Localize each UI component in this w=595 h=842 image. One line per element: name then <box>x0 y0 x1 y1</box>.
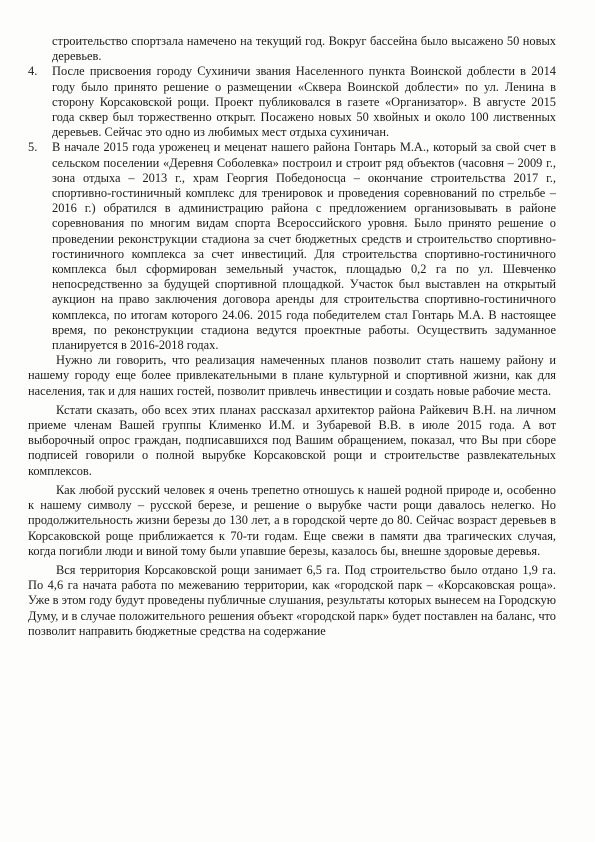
list-item-text: В начале 2015 года уроженец и меценат нашего района Гонтарь М.А., который за свой счет в сельском поселении «Деревня Соболевка» построил и строит ряд объектов (часовня – 2009 г., зона отдыха – 2013 г., храм Георгия Победоносца – окончание строительства 2017 г., спортивно-гостиничный комплекс для тренировок и проведения соревнований по стрельбе – 2016 г.) обратился в администрацию района с предложением организовывать в районе соревнования по многим видам спорта Всероссийского уровня. Было принято решение о проведении реконструкции стадиона за счет бюджетных средств и строительство спортивно-гостиничного комплекса за счет инвестиций. Для строительства спортивно-гостиничного комплекса был сформирован земельный участок, площадью 0,2 га по ул. Шевченко непосредственно за будущей спортивной площадкой. Участок был выставлен на открытый аукцион на право заключения договора аренды для строительства спортивно-гостиничного комплекса, по итогам которого 24.06. 2015 года победителем стал Гонтарь М.А. В настоящее время, по реконструкции стадиона ведутся проектные работы. Осуществить задуманное планируется в 2016-2018 годах. <box>52 140 556 353</box>
list-item-text: После присвоения городу Сухиничи звания Населенного пункта Воинской доблести в 2014 году было принято решение о размещении «Сквера Воинской доблести» по ул. Ленина в сторону Корсаковской рощи. Проект публиковался в газете «Организатор». В августе 2015 года сквер был торжественно открыт. Посажено новых 50 хвойных и около 100 лиственных деревьев. Сейчас это одно из любимых мест отдыха сухиничан. <box>52 64 556 140</box>
list-number: 5. <box>28 140 38 155</box>
list-item-4 <box>28 64 556 140</box>
paragraph: Вся территория Корсаковской рощи занимает 6,5 га. Под строительство было отдано 1,9 га. По 4,6 га начата работа по межеванию территории, как «городской парк – «Корсаковская роща». Уже в этом году будут проведены публичные слушания, результаты которых вынесем на Городскую Думу, и в случае положительного решения объект «городской парк» будет поставлен на баланс, что позволит направить бюджетные средства на содержание <box>28 562 556 638</box>
document-body <box>28 34 556 639</box>
continuation-text: строительство спортзала намечено на текущий год. Вокруг бассейна было высажено 50 новых деревьев. <box>52 34 556 64</box>
paragraph: Нужно ли говорить, что реализация намеченных планов позволит стать нашему району и нашему городу еще более привлекательными в плане культурной и спортивной жизни, как для населения, так и для наших гостей, позволит привлечь инвестиции и создать новые рабочие места. <box>28 353 556 398</box>
list-item-5 <box>28 140 556 353</box>
list-number: 4. <box>28 64 38 79</box>
paragraph: Как любой русский человек я очень трепетно отношусь к нашей родной природе и, особенно к нашему символу – русской березе, и решение о вырубке части рощи давалось нелегко. Но продолжительность жизни березы до 130 лет, а в городской черте до 80. Сейчас возраст деревьев в Корсаковской роще приближается к 70-ти годам. Еще свежи в памяти два трагических случая, когда погибли люди и виной тому были упавшие березы, казалось бы, внешне здоровые деревья. <box>28 482 556 558</box>
paragraph: Кстати сказать, обо всех этих планах рассказал архитектор района Райкевич В.Н. на личном приеме членам Вашей группы Клименко И.М. и Зубаревой В.В. в июле 2015 года. А вот выборочный опрос граждан, подписавшихся под Вашим обращением, показал, что Вы при сборе подписей говорили о полной вырубке Корсаковской рощи и строительстве развлекательных комплексов. <box>28 402 556 478</box>
